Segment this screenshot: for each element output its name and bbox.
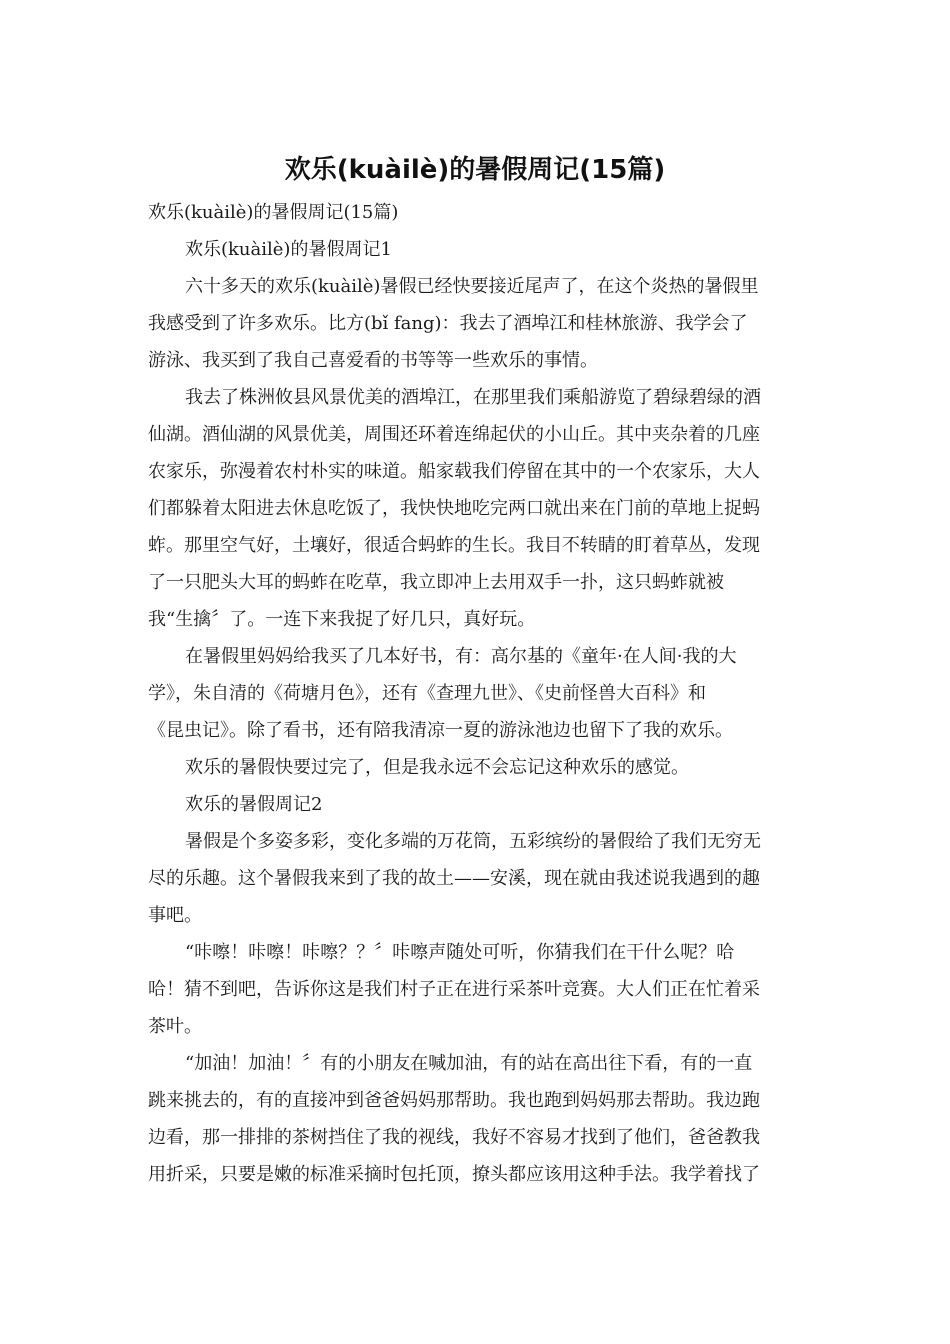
- text-line: 仙湖。酒仙湖的风景优美，周围还环着连绵起伏的小山丘。其中夹杂着的几座: [148, 424, 760, 445]
- text-line: 欢乐的暑假快要过完了，但是我永远不会忘记这种欢乐的感觉。: [185, 757, 689, 778]
- paragraph-continuation: [148, 971, 804, 1045]
- paragraph: [148, 934, 804, 971]
- paragraph: [148, 749, 804, 786]
- text-line: 我去了株洲攸县风景优美的酒埠江，在那里我们乘船游览了碧绿碧绿的酒: [185, 387, 761, 408]
- text-line: 游泳、我买到了我自己喜爱看的书等等一些欢乐的事情。: [148, 350, 598, 371]
- text-line: 欢乐的暑假周记2: [185, 794, 323, 815]
- paragraph-continuation: [148, 675, 804, 749]
- text-line: 欢乐(kuàilè)的暑假周记1: [185, 239, 392, 260]
- text-line: 《昆虫记》。除了看书，还有陪我清凉一夏的游泳池边也留下了我的欢乐。: [148, 720, 733, 741]
- paragraph-continuation: [148, 416, 804, 638]
- paragraph-continuation: [148, 860, 804, 934]
- text-line: 农家乐，弥漫着农村朴实的味道。船家载我们停留在其中的一个农家乐，大人: [148, 461, 760, 482]
- text-line: 哈！猜不到吧，告诉你这是我们村子正在进行采茶叶竞赛。大人们正在忙着采: [148, 979, 760, 1000]
- text-line: 我“生擒〞了。一连下来我捉了好几只，真好玩。: [148, 609, 536, 630]
- text-line: “咔嚓！咔嚓！咔嚓？？〞咔嚓声随处可听，你猜我们在干什么呢？哈: [185, 942, 735, 963]
- text-line: 欢乐(kuàilè)的暑假周记(15篇): [148, 202, 399, 223]
- entry-heading: [148, 786, 804, 823]
- text-line: 蚱。那里空气好，土壤好，很适合蚂蚱的生长。我目不转睛的盯着草丛，发现: [148, 535, 760, 556]
- entry-heading: [148, 231, 804, 268]
- text-line: “加油！加油！〞有的小朋友在喊加油，有的站在高出往下看，有的一直: [185, 1053, 753, 1074]
- text-line: 了一只肥头大耳的蚂蚱在吃草，我立即冲上去用双手一扑，这只蚂蚱就被: [148, 572, 724, 593]
- paragraph: [148, 1045, 804, 1082]
- paragraph: [148, 379, 804, 416]
- paragraph: [148, 268, 804, 305]
- paragraph-continuation: [148, 305, 804, 379]
- document-body: [148, 194, 804, 1193]
- document-title: 欢乐(kuàilè)的暑假周记(15篇): [284, 155, 666, 185]
- text-line: 跳来挑去的，有的直接冲到爸爸妈妈那帮助。我也跑到妈妈那去帮助。我边跑: [148, 1090, 760, 1111]
- text-line: 用折采，只要是嫩的标准采摘时包托顶，撩头都应该用这种手法。我学着找了: [148, 1164, 760, 1185]
- paragraph-continuation: [148, 1082, 804, 1193]
- text-line: 尽的乐趣。这个暑假我来到了我的故土——安溪，现在就由我述说我遇到的趣: [148, 868, 760, 889]
- text-line: 六十多天的欢乐(kuàilè)暑假已经快要接近尾声了，在这个炎热的暑假里: [185, 276, 759, 297]
- text-line: 在暑假里妈妈给我买了几本好书，有：高尔基的《童年·在人间·我的大: [185, 646, 737, 667]
- text-line: 边看，那一排排的茶树挡住了我的视线，我好不容易才找到了他们，爸爸教我: [148, 1127, 760, 1148]
- text-line: 我感受到了许多欢乐。比方(bǐ fang)：我去了酒埠江和桂林旅游、我学会了: [148, 313, 748, 334]
- text-line: 事吧。: [148, 905, 202, 926]
- paragraph: [148, 638, 804, 675]
- paragraph: [148, 823, 804, 860]
- document-subtitle: [148, 194, 804, 231]
- text-line: 茶叶。: [148, 1016, 202, 1037]
- text-line: 们都躲着太阳进去休息吃饭了，我快快地吃完两口就出来在门前的草地上捉蚂: [148, 498, 760, 519]
- text-line: 暑假是个多姿多彩，变化多端的万花筒，五彩缤纷的暑假给了我们无穷无: [185, 831, 761, 852]
- text-line: 学》，朱自清的《荷塘月色》，还有《查理九世》、《史前怪兽大百科》和: [148, 683, 706, 704]
